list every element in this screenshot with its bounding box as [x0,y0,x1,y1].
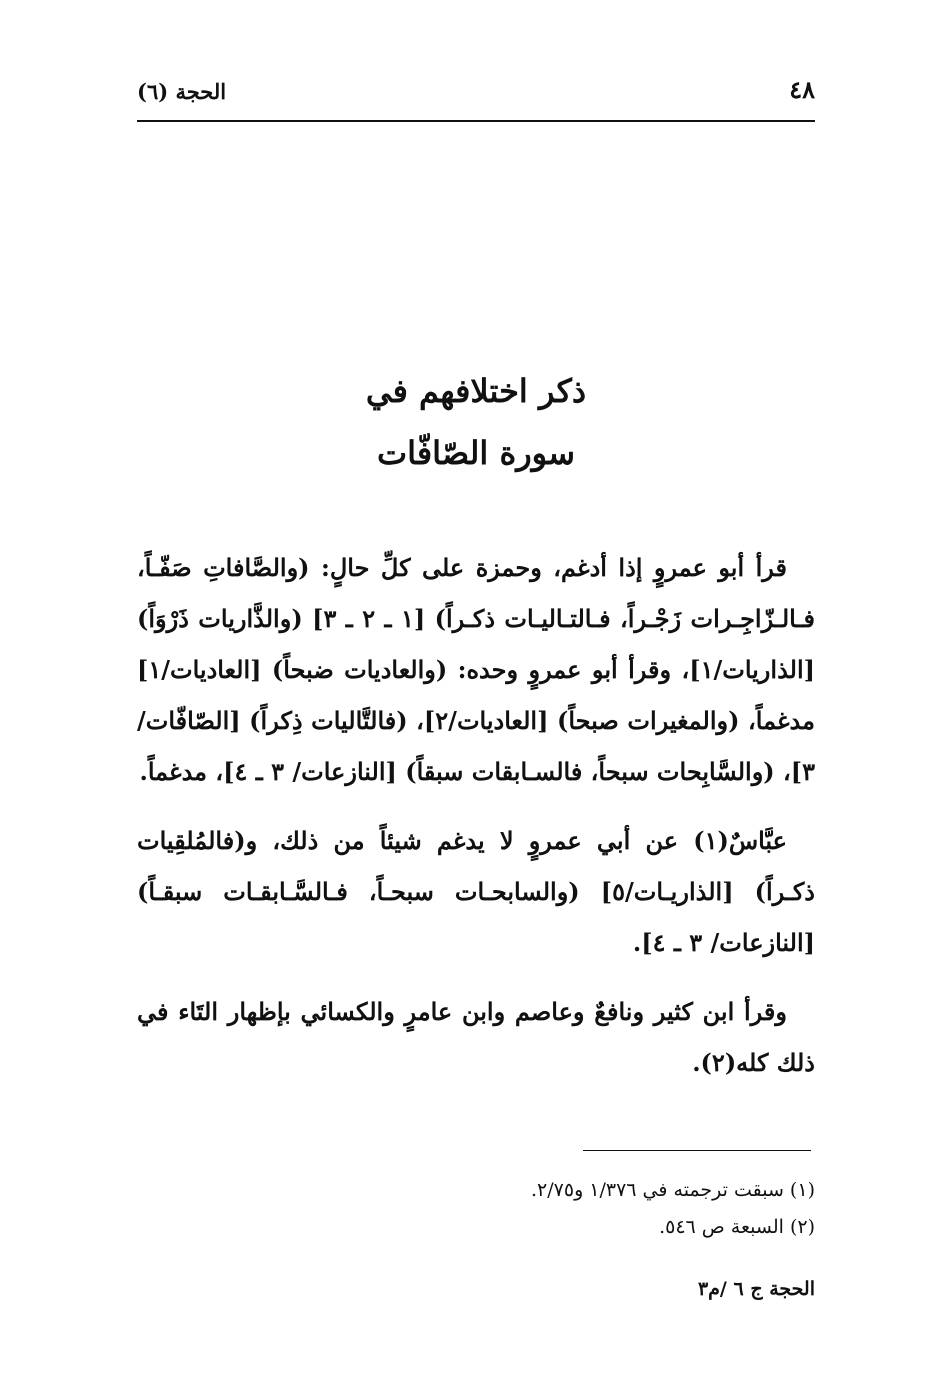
paragraph-3: وقرأ ابن كثير ونافعٌ وعاصم وابن عامرٍ والكسائي بإظهار التَاء في ذلك كله(٢). [137,997,815,1077]
chapter-title [137,360,815,484]
chapter-title-line-2: سورة الصّافّات [376,434,575,472]
paragraph-2: عبَّاسٌ(١) عن أبي عمروٍ لا يدغم شيئاً من ذلك، و(فالمُلقِيات ذكـراً) [الذاريـات/٥] (والسابحـات سبحـاً، فـالسَّـابقـات سبقـاً) [النازعات/ ٣ ـ ٤]. [137,826,815,957]
footnote-1: (١) سبقت ترجمته في ١/٣٧٦ و٢/٧٥. [530,1179,815,1201]
footnote-2: (٢) السبعة ص ٥٤٦. [659,1216,815,1238]
page-number: ٤٨ [789,75,815,104]
chapter-title-line-1: ذكر اختلافهم في [365,372,587,410]
header-rule [137,120,815,122]
page-header [137,75,815,111]
paragraph-1: قرأ أبو عمروٍ إذا أدغم، وحمزة على كلِّ حالٍ: (والصَّافاتِ صَفّـاً، فـالـزّاجِـرات زَجْـراً، فـالتـاليـات ذكـراً) [١ ـ ٢ ـ ٣] (والذَّاريات ذَرْوَاً) [الذاريات/١]، وقرأ أبو عمروٍ وحده: (والعاديات ضبحاً) [العاديات/١] مدغماً، (والمغيرات صبحاً) [العاديات/٢]، (فالتَّاليات ذِكراً) [الصّافّات/٣]، (والسَّابِحات سبحاً، فالسـابقات سبقاً) [النازعات/ ٣ ـ ٤]، مدغماً. [137,553,815,786]
body-text [137,542,815,1106]
signature-mark: الحجة ج ٦ /م٣ [697,1278,815,1300]
running-title: الحجة (٦) [137,79,227,104]
footnote-rule [583,1150,811,1151]
footnotes [137,1172,815,1246]
